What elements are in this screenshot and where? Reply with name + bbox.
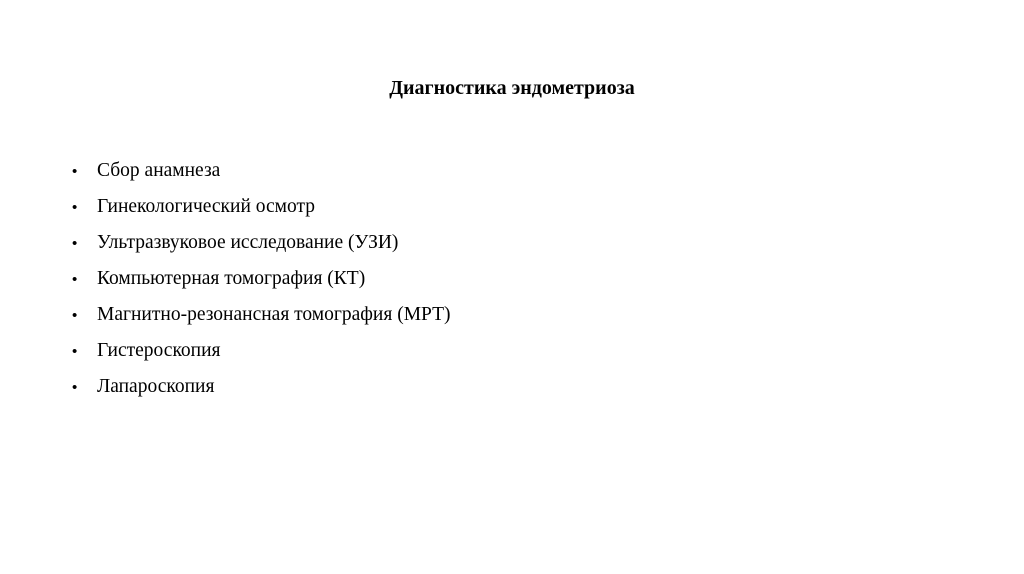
bullet-icon: • [72, 271, 78, 288]
list-item-text: Лапароскопия [97, 376, 215, 397]
list-item-text: Гинекологический осмотр [97, 196, 316, 217]
slide-title: Диагностика эндометриоза [389, 77, 635, 99]
list-item [72, 373, 451, 409]
bullet-icon: • [72, 343, 78, 360]
bullet-icon: • [72, 379, 78, 396]
bullet-icon: • [72, 163, 78, 180]
bullet-icon: • [72, 199, 78, 216]
bullet-icon: • [72, 307, 78, 324]
list-item-text: Компьютерная томография (КТ) [97, 268, 366, 289]
list-item [72, 301, 451, 337]
list-item-text: Гистероскопия [97, 340, 221, 361]
list-item [72, 157, 451, 193]
list-item-text: Сбор анамнеза [97, 160, 221, 181]
bullet-icon: • [72, 235, 78, 252]
list-item [72, 229, 451, 265]
list-item-text: Ультразвуковое исследование (УЗИ) [97, 232, 399, 253]
list-item-text: Магнитно-резонансная томография (МРТ) [97, 304, 451, 325]
bullet-list [72, 157, 451, 409]
list-item [72, 193, 451, 229]
list-item [72, 337, 451, 373]
list-item [72, 265, 451, 301]
